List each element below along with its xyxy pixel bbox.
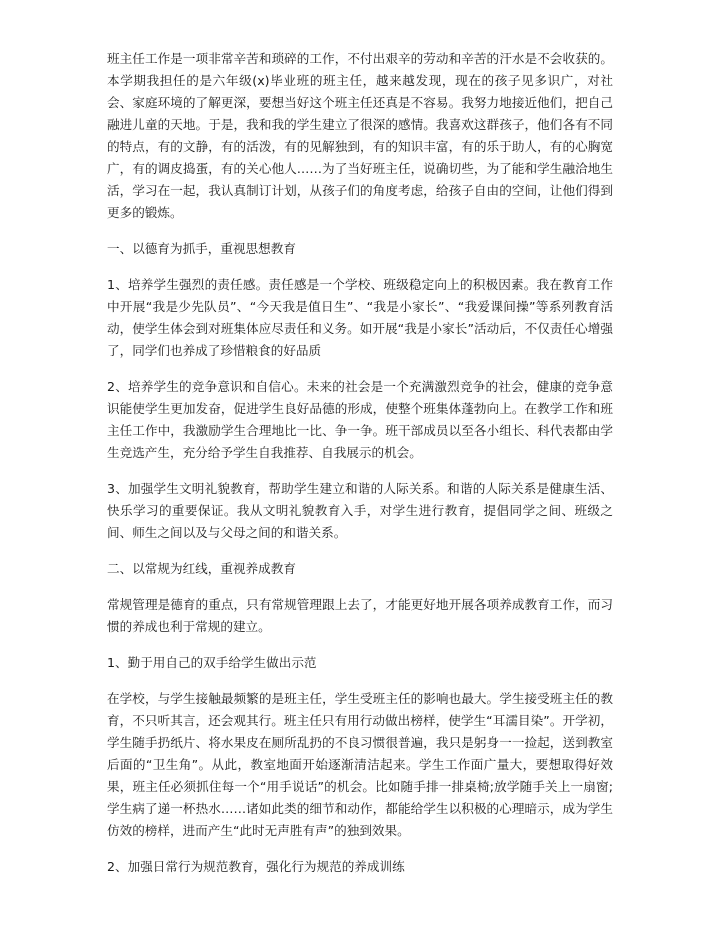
- paragraph-set-example: 在学校，与学生接触最频繁的是班主任，学生受班主任的影响也最大。学生接受班主任的教育，不只听其言，还会观其行。班主任只有用行动做出榜样，使学生“耳濡目染”。开学初，学生随手扔纸片、将水果皮在厕所乱扔的不良习惯很普遍，我只是躬身一一捡起，送到教室后面的“卫生角”。从此，教室地面开始逐渐清洁起来。学生工作面广量大，要想取得好效果，班主任必须抓住每一个“用手说话”的机会。比如随手排一排桌椅;放学随手关上一扇窗;学生病了递一杯热水……诸如此类的细节和动作，都能给学生以积极的心理暗示，成为学生仿效的榜样，进而产生“此时无声胜有声”的独到效果。: [107, 691, 613, 838]
- paragraph-competition: 2、培养学生的竞争意识和自信心。未来的社会是一个充满激烈竞争的社会，健康的竞争意识能使学生更加发奋，促进学生良好品德的形成，使整个班集体蓬勃向上。在教学工作和班主任工作中，我激励学生合理地比一比、争一争。班干部成员以至各小组长、科代表都由学生竞选产生，充分给予学生自我推荐、自我展示的机会。: [107, 379, 613, 460]
- section-heading-routine-education: 二、以常规为红线，重视养成教育: [107, 561, 296, 576]
- subheading-set-example: 1、勤于用自己的双手给学生做出示范: [107, 655, 317, 670]
- section-heading-moral-education: 一、以德育为抓手，重视思想教育: [107, 241, 296, 256]
- intro-paragraph: 班主任工作是一项非常辛苦和琐碎的工作，不付出艰辛的劳动和辛苦的汗水是不会收获的。本学期我担任的是六年级(x)毕业班的班主任，越来越发现，现在的孩子见多识广，对社会、家庭环境的了解更深，要想当好这个班主任还真是不容易。我努力地接近他们，把自己融进儿童的天地。于是，我和我的学生建立了很深的感情。我喜欢这群孩子，他们各有不同的特点，有的文静，有的活泼，有的见解独到，有的知识丰富，有的乐于助人，有的心胸宽广，有的调皮捣蛋，有的关心他人……为了当好班主任，说确切些，为了能和学生融洽地生活，学习在一起，我认真制订计划，从孩子们的角度考虑，给孩子自由的空间，让他们得到更多的锻炼。: [107, 51, 613, 220]
- paragraph-etiquette: 3、加强学生文明礼貌教育，帮助学生建立和谐的人际关系。和谐的人际关系是健康生活、快乐学习的重要保证。我从文明礼貌教育入手，对学生进行教育，提倡同学之间、班级之间、师生之间以及与父母之间的和谐关系。: [107, 481, 613, 540]
- subheading-daily-behavior: 2、加强日常行为规范教育，强化行为规范的养成训练: [107, 859, 405, 874]
- paragraph-routine-management: 常规管理是德育的重点，只有常规管理跟上去了，才能更好地开展各项养成教育工作，而习惯的养成也利于常规的建立。: [107, 597, 613, 634]
- paragraph-responsibility: 1、培养学生强烈的责任感。责任感是一个学校、班级稳定向上的积极因素。我在教育工作中开展“我是少先队员”、“今天我是值日生”、“我是小家长”、“我爱课间操”等系列教育活动，使学生体会到对班集体应尽责任和义务。如开展“我是小家长”活动后，不仅责任心增强了，同学们也养成了珍惜粮食的好品质: [107, 277, 613, 358]
- document-page: [107, 48, 613, 892]
